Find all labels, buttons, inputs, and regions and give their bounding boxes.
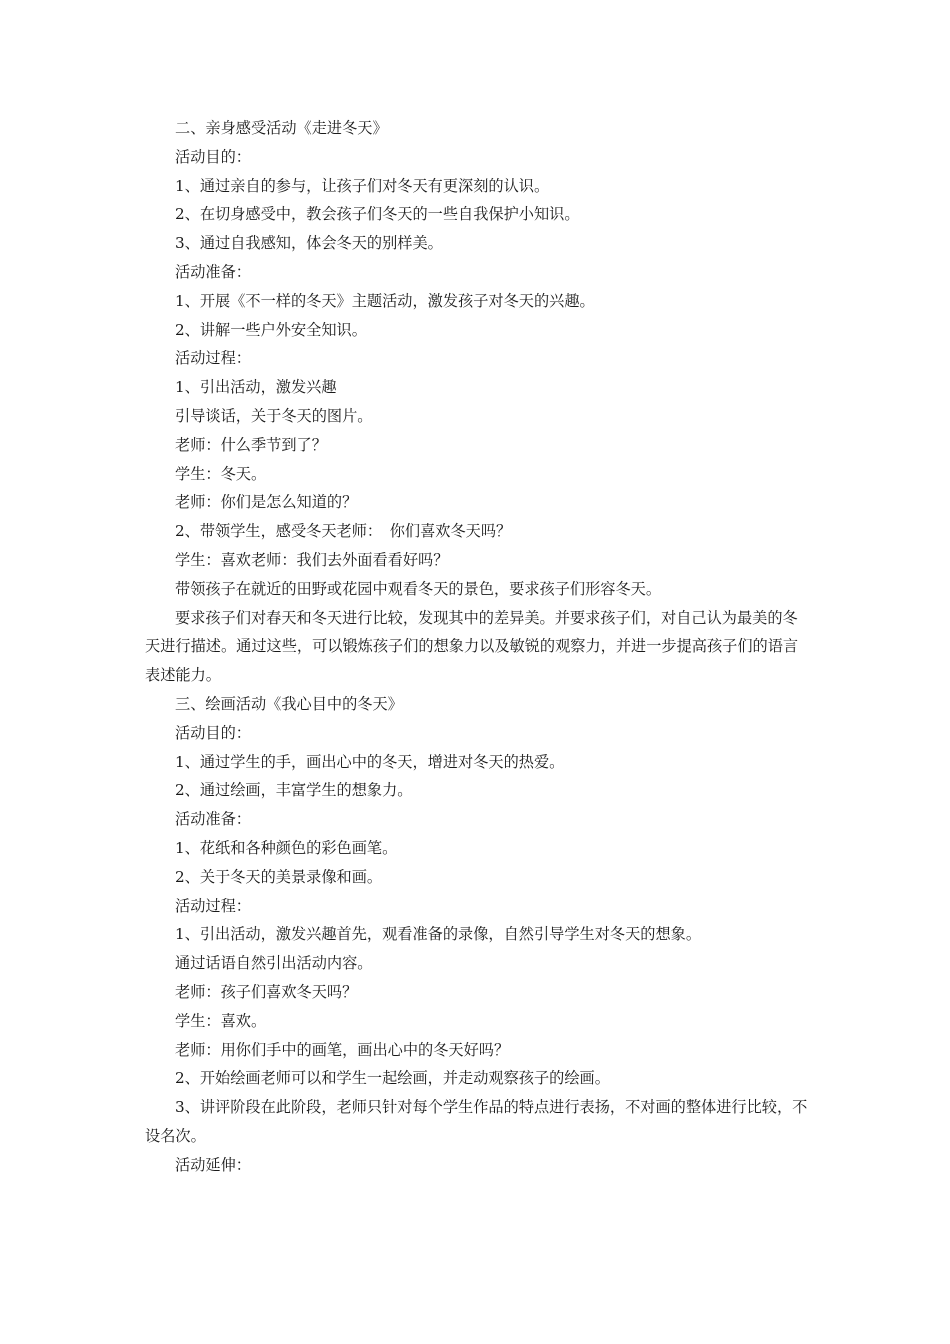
paragraph: 1、引出活动，激发兴趣 [175, 378, 337, 397]
paragraph: 2、通过绘画，丰富学生的想象力。 [175, 781, 413, 800]
paragraph: 活动延伸： [175, 1155, 251, 1174]
paragraph: 学生：冬天。 [175, 464, 267, 483]
paragraph: 老师：孩子们喜欢冬天吗？ [175, 982, 358, 1001]
paragraph: 2、讲解一些户外安全知识。 [175, 320, 367, 339]
paragraph: 老师：用你们手中的画笔，画出心中的冬天好吗？ [175, 1040, 510, 1059]
paragraph: 活动过程： [175, 349, 251, 368]
paragraph: 3、通过自我感知，体会冬天的别样美。 [175, 234, 443, 253]
paragraph: 1、通过学生的手，画出心中的冬天，增进对冬天的热爱。 [175, 752, 565, 771]
paragraph: 活动准备： [175, 810, 251, 829]
paragraph: 1、开展《不一样的冬天》主题活动，激发孩子对冬天的兴趣。 [175, 291, 595, 310]
paragraph: 活动过程： [175, 896, 251, 915]
paragraph: 学生：喜欢老师：我们去外面看看好吗？ [175, 550, 449, 569]
paragraph: 活动目的： [175, 723, 251, 742]
document-body [145, 114, 810, 1179]
paragraph: 老师：什么季节到了？ [175, 435, 327, 454]
paragraph: 1、通过亲自的参与，让孩子们对冬天有更深刻的认识。 [175, 176, 550, 195]
paragraph: 老师：你们是怎么知道的？ [175, 493, 358, 512]
paragraph: 引导谈话，关于冬天的图片。 [175, 406, 373, 425]
paragraph: 要求孩子们对春天和冬天进行比较，发现其中的差异美。并要求孩子们，对自己认为最美的冬天进行描述。通过这些，可以锻炼孩子们的想象力以及敏锐的观察力，并进一步提高孩子们的语言表述能力。 [145, 608, 799, 685]
paragraph: 通过话语自然引出活动内容。 [175, 954, 373, 973]
paragraph: 2、在切身感受中，教会孩子们冬天的一些自我保护小知识。 [175, 205, 580, 224]
paragraph: 活动目的： [175, 147, 251, 166]
paragraph: 活动准备： [175, 262, 251, 281]
paragraph: 2、开始绘画老师可以和学生一起绘画，并走动观察孩子的绘画。 [175, 1069, 610, 1088]
paragraph: 1、引出活动，激发兴趣首先，观看准备的录像，自然引导学生对冬天的想象。 [175, 925, 702, 944]
paragraph: 1、花纸和各种颜色的彩色画笔。 [175, 838, 398, 857]
section-heading: 二、亲身感受活动《走进冬天》 [175, 119, 388, 137]
paragraph: 3、讲评阶段在此阶段，老师只针对每个学生作品的特点进行表扬，不对画的整体进行比较，不设名次。 [145, 1098, 808, 1145]
paragraph: 2、带领学生，感受冬天老师： 你们喜欢冬天吗？ [175, 522, 512, 541]
section-heading: 三、绘画活动《我心目中的冬天》 [175, 694, 403, 713]
paragraph: 带领孩子在就近的田野或花园中观看冬天的景色，要求孩子们形容冬天。 [175, 579, 661, 598]
paragraph: 2、关于冬天的美景录像和画。 [175, 867, 383, 886]
paragraph: 学生：喜欢。 [175, 1011, 267, 1030]
